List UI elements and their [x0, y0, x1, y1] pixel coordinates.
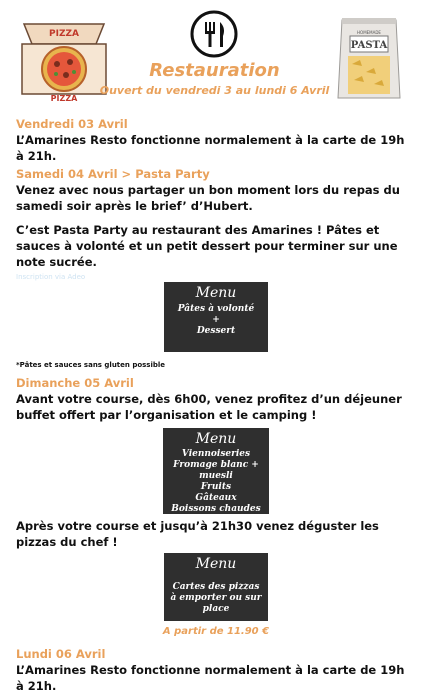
menu-board-title: Menu — [195, 431, 237, 447]
sunday-day: Dimanche 05 Avril — [16, 376, 134, 390]
section-sunday — [16, 376, 416, 639]
menu-item: Boissons chaudes — [171, 504, 261, 514]
sunday-text-1: Avant votre course, dès 6h00, venez profitez d’un déjeuner buffet offert par l’organisation et le camping ! — [16, 392, 402, 422]
menu-board-saturday — [164, 282, 268, 352]
menu-board-sunday-pizza — [164, 553, 268, 621]
menu-item: + — [212, 315, 220, 325]
pizza-box-bottom-text: PIZZA — [50, 94, 78, 103]
monday-text: L’Amarines Resto fonctionne normalement à la carte de 19h à 21h. — [16, 663, 405, 693]
header — [0, 0, 429, 110]
gluten-note: *Pâtes et sauces sans gluten possible — [16, 361, 166, 369]
saturday-faint-text: Inscription via Adeo — [16, 273, 86, 281]
pasta-bag-label: PASTA — [350, 40, 388, 51]
section-saturday — [16, 167, 416, 370]
fork-knife-icon — [190, 10, 238, 58]
menu-board-title: Menu — [195, 285, 237, 301]
section-monday — [16, 647, 416, 694]
menu-item: Fruits — [200, 482, 232, 492]
menu-item: Viennoiseries — [181, 449, 251, 459]
saturday-text-1: Venez avec nous partager un bon moment lors du repas du samedi soir après le brief’ d’Hubert. — [16, 183, 400, 213]
menu-item: Cartes des pizzas — [172, 582, 260, 592]
saturday-text-2: C’est Pasta Party au restaurant des Amarines ! Pâtes et sauces à volonté et un petit dessert pour terminer sur une note sucrée. — [16, 223, 398, 269]
pasta-bag-icon — [334, 14, 404, 100]
page-title: Restauration — [149, 60, 280, 81]
menu-item: Pâtes à volonté — [177, 304, 255, 314]
pizza-box-top-text: PIZZA — [49, 29, 79, 39]
menu-item: Dessert — [196, 326, 236, 336]
menu-board-title: Menu — [195, 556, 237, 572]
monday-day: Lundi 06 Avril — [16, 647, 106, 661]
menu-item: Fromage blanc + muesli — [173, 460, 259, 481]
pasta-bag-small-text: HOMEMADE — [357, 30, 381, 35]
page-subtitle: Ouvert du vendredi 3 au lundi 6 Avril — [99, 84, 330, 97]
pizza-price: A partir de 11.90 € — [162, 626, 270, 637]
saturday-day: Samedi 04 Avril > Pasta Party — [16, 167, 210, 181]
friday-text: L’Amarines Resto fonctionne normalement à la carte de 19h à 21h. — [16, 133, 405, 163]
content — [16, 112, 416, 694]
section-friday — [16, 117, 416, 164]
menu-board-sunday-breakfast — [163, 428, 269, 514]
menu-item: Gâteaux — [195, 493, 237, 503]
menu-item: à emporter ou sur place — [170, 593, 262, 614]
sunday-text-2: Après votre course et jusqu’à 21h30 venez déguster les pizzas du chef ! — [16, 519, 379, 549]
friday-day: Vendredi 03 Avril — [16, 117, 128, 131]
